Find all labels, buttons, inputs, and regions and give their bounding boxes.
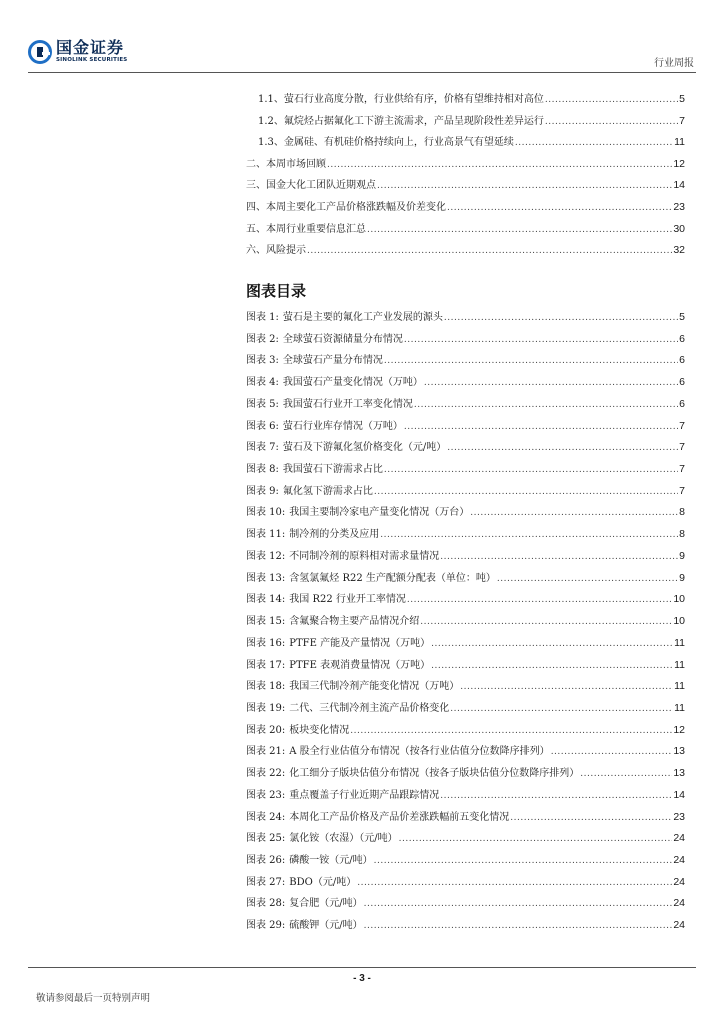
figure-leader-dots (431, 639, 673, 649)
figure-leader-dots (404, 422, 678, 432)
figure-page: 10 (673, 615, 685, 628)
figure-leader-dots (374, 856, 673, 866)
figure-page: 5 (679, 311, 685, 323)
figure-title: 萤石是主要的氟化工产业发展的源头 (282, 312, 443, 323)
figure-page: 7 (679, 463, 685, 476)
figure-leader-dots (350, 726, 672, 736)
toc-entry-page: 7 (679, 114, 685, 127)
figure-title: 我国主要制冷家电产量变化情况（万台） (289, 507, 470, 519)
figure-leader-dots (424, 378, 678, 388)
figure-page: 7 (679, 419, 685, 432)
figure-entry[interactable] (246, 482, 685, 504)
figure-title: 全球萤石产量分布情况 (282, 355, 383, 367)
figure-label: 图表 1: (246, 312, 279, 323)
figure-label: 图表 19: (246, 702, 286, 714)
figure-page: 6 (679, 354, 685, 367)
figure-leader-dots (399, 834, 673, 844)
figure-title: 制冷剂的分类及应用 (289, 529, 380, 541)
figure-leader-dots (364, 921, 673, 931)
figure-label: 图表 8: (246, 464, 279, 476)
report-type-label: 行业周报 (654, 58, 694, 69)
logo-chinese-name: 国金证券 (56, 38, 125, 58)
figure-leader-dots (510, 813, 672, 823)
figure-leader-dots (374, 487, 678, 497)
toc-entry-title: 1.1、萤石行业高度分散，行业供给有序，价格有望维持相对高位 (258, 94, 544, 105)
toc-entry-page: 12 (673, 157, 685, 170)
figure-entry[interactable] (246, 894, 685, 916)
figure-label: 图表 12: (246, 550, 286, 562)
figure-title: 磷酸一铵（元/吨） (289, 854, 373, 866)
figure-label: 图表 14: (246, 594, 286, 606)
figure-entry[interactable] (246, 503, 685, 525)
figure-page: 8 (679, 506, 685, 519)
figure-entry[interactable] (246, 417, 685, 439)
figure-leader-dots (440, 552, 678, 562)
figures-index-title: 图表目录 (246, 282, 307, 300)
figure-title: 化工细分子版块估值分布情况（按各子版块估值分位数降序排列） (289, 768, 580, 780)
figure-label: 图表 11: (246, 529, 286, 541)
figure-title: 板块变化情况 (289, 724, 350, 736)
figure-leader-dots (364, 899, 673, 909)
figure-leader-dots (497, 574, 678, 584)
toc-entry-page: 5 (679, 93, 685, 105)
figure-entry[interactable] (246, 808, 685, 830)
sinolink-logo-icon (28, 40, 52, 64)
figure-title: 我国萤石下游需求占比 (282, 464, 383, 476)
table-of-contents (246, 90, 685, 263)
figure-title: 重点覆盖子行业近期产品跟踪情况 (289, 789, 440, 801)
figure-label: 图表 16: (246, 637, 286, 649)
figure-page: 12 (673, 723, 685, 736)
figure-leader-dots (440, 791, 672, 801)
toc-entry[interactable] (246, 133, 685, 155)
toc-entry-title: 二、本周市场回顾 (246, 158, 326, 170)
figure-page: 11 (674, 701, 685, 714)
toc-leader-dots (515, 138, 673, 148)
figure-label: 图表 24: (246, 811, 286, 823)
figure-entry[interactable] (246, 590, 685, 612)
toc-entry-title: 1.2、氟烷烃占据氟化工下游主流需求，产品呈现阶段性差异运行 (258, 115, 544, 127)
figure-label: 图表 7: (246, 442, 279, 454)
figure-entry[interactable] (246, 373, 685, 395)
figure-entry[interactable] (246, 764, 685, 786)
footer-divider (28, 967, 696, 968)
figure-page: 14 (673, 788, 685, 801)
figure-page: 23 (673, 810, 685, 823)
figures-index (246, 308, 685, 938)
figure-page: 9 (679, 549, 685, 562)
figure-title: 不同制冷剂的原料相对需求量情况 (289, 550, 440, 562)
figure-entry[interactable] (246, 525, 685, 547)
figure-label: 图表 26: (246, 854, 286, 866)
figure-page: 11 (674, 680, 685, 693)
toc-leader-dots (545, 117, 678, 127)
figure-title: 全球萤石资源储量分布情况 (282, 333, 403, 345)
figure-label: 图表 22: (246, 768, 286, 780)
figure-entry[interactable] (246, 916, 685, 938)
page-header (0, 0, 724, 76)
figure-title: PTFE 表观消费量情况（万吨） (289, 659, 431, 671)
figure-entry[interactable] (246, 395, 685, 417)
figure-page: 24 (673, 853, 685, 866)
figure-label: 图表 3: (246, 355, 279, 367)
disclaimer-note: 敬请参阅最后一页特别声明 (36, 993, 151, 1004)
toc-entry[interactable] (246, 220, 685, 242)
figure-label: 图表 5: (246, 398, 279, 410)
figure-page: 6 (679, 332, 685, 345)
figure-entry[interactable] (246, 851, 685, 873)
figure-entry[interactable] (246, 547, 685, 569)
figure-entry[interactable] (246, 829, 685, 851)
figure-page: 6 (679, 376, 685, 389)
figure-title: 我国萤石产量变化情况（万吨） (282, 377, 423, 389)
figure-label: 图表 10: (246, 507, 286, 519)
toc-entry-page: 11 (674, 136, 685, 149)
toc-entry-title: 1.3、金属硅、有机硅价格持续向上，行业高景气有望延续 (258, 137, 514, 149)
figure-title: 硫酸钾（元/吨） (289, 920, 363, 932)
figure-page: 8 (679, 528, 685, 541)
figure-label: 图表 27: (246, 876, 286, 888)
page-number: - 3 - (353, 973, 371, 984)
figure-page: 7 (679, 484, 685, 497)
toc-entry-title: 六、风险提示 (246, 245, 306, 257)
figure-label: 图表 21: (246, 746, 286, 758)
figure-page: 7 (679, 441, 685, 454)
figure-entry[interactable] (246, 656, 685, 678)
figure-page: 24 (673, 897, 685, 910)
figure-label: 图表 28: (246, 898, 286, 910)
figure-leader-dots (380, 530, 678, 540)
figure-leader-dots (470, 508, 678, 518)
toc-leader-dots (545, 95, 678, 105)
toc-entry[interactable] (246, 90, 685, 112)
figure-leader-dots (357, 878, 672, 888)
figure-entry[interactable] (246, 786, 685, 808)
figure-entry[interactable] (246, 742, 685, 764)
figure-title: PTFE 产能及产量情况（万吨） (289, 637, 431, 649)
figure-leader-dots (450, 704, 673, 714)
figure-page: 24 (673, 919, 685, 932)
toc-entry-title: 五、本周行业重要信息汇总 (246, 223, 366, 235)
figure-page: 24 (673, 875, 685, 888)
toc-entry[interactable] (246, 112, 685, 134)
figure-entry[interactable] (246, 351, 685, 373)
figure-title: 含氟聚合物主要产品情况介绍 (289, 616, 420, 628)
toc-leader-dots (367, 225, 672, 235)
figure-entry[interactable] (246, 460, 685, 482)
figure-entry[interactable] (246, 612, 685, 634)
figure-leader-dots (384, 356, 678, 366)
figure-label: 图表 13: (246, 572, 286, 584)
figure-leader-dots (551, 747, 673, 757)
figure-title: 我国三代制冷剂产能变化情况（万吨） (289, 681, 460, 693)
figure-leader-dots (460, 682, 673, 692)
figure-title: 含氢氯氟烃 R22 生产配额分配表（单位：吨） (289, 572, 496, 584)
figure-title: 萤石及下游氟化氢价格变化（元/吨） (282, 442, 447, 454)
figure-leader-dots (447, 443, 678, 453)
figure-title: 氯化铵（农湿）（元/吨） (289, 833, 398, 845)
figure-page: 13 (673, 767, 685, 780)
figure-label: 图表 23: (246, 789, 286, 801)
figure-page: 11 (674, 636, 685, 649)
toc-entry-page: 30 (673, 222, 685, 235)
figure-title: 我国 R22 行业开工率情况 (289, 594, 406, 606)
figure-entry[interactable] (246, 330, 685, 352)
figure-leader-dots (407, 595, 672, 605)
toc-leader-dots (307, 246, 672, 256)
figure-title: 氟化氢下游需求占比 (282, 485, 373, 497)
toc-entry-page: 23 (673, 200, 685, 213)
figure-entry[interactable] (246, 699, 685, 721)
figure-entry[interactable] (246, 308, 685, 330)
figure-page: 24 (673, 832, 685, 845)
figure-label: 图表 25: (246, 833, 286, 845)
figure-entry[interactable] (246, 634, 685, 656)
figure-label: 图表 29: (246, 920, 286, 932)
figure-leader-dots (404, 335, 678, 345)
figure-title: 二代、三代制冷剂主流产品价格变化 (289, 702, 450, 714)
figure-label: 图表 18: (246, 681, 286, 693)
figure-label: 图表 2: (246, 333, 279, 345)
figure-page: 13 (673, 745, 685, 758)
figure-leader-dots (414, 400, 678, 410)
toc-entry-title: 四、本周主要化工产品价格涨跌幅及价差变化 (246, 201, 446, 213)
toc-entry[interactable] (246, 241, 685, 263)
figure-label: 图表 15: (246, 616, 286, 628)
toc-leader-dots (327, 160, 672, 170)
toc-leader-dots (377, 181, 672, 191)
figure-label: 图表 4: (246, 377, 279, 389)
figure-leader-dots (580, 769, 672, 779)
figure-page: 6 (679, 397, 685, 410)
figure-title: A 股全行业估值分布情况（按各行业估值分位数降序排列） (289, 746, 550, 758)
figure-entry[interactable] (246, 438, 685, 460)
figure-entry[interactable] (246, 873, 685, 895)
figure-leader-dots (431, 661, 673, 671)
figure-label: 图表 6: (246, 420, 279, 432)
toc-entry[interactable] (246, 198, 685, 220)
figure-leader-dots (420, 617, 672, 627)
figure-title: 我国萤石行业开工率变化情况 (282, 398, 413, 410)
figure-page: 11 (674, 658, 685, 671)
figure-entry[interactable] (246, 569, 685, 591)
figure-label: 图表 9: (246, 485, 279, 497)
toc-entry[interactable] (246, 155, 685, 177)
figure-entry[interactable] (246, 677, 685, 699)
figure-title: 复合肥（元/吨） (289, 898, 363, 910)
logo-english-name: SINOLINK SECURITIES (56, 57, 128, 64)
figure-page: 9 (679, 571, 685, 584)
toc-entry-title: 三、国金大化工团队近期观点 (246, 180, 376, 192)
figure-title: BDO（元/吨） (289, 876, 357, 888)
toc-entry[interactable] (246, 176, 685, 198)
toc-leader-dots (447, 203, 672, 213)
figure-label: 图表 17: (246, 659, 286, 671)
figure-leader-dots (384, 465, 678, 475)
figure-leader-dots (444, 313, 678, 323)
toc-entry-page: 14 (673, 179, 685, 192)
toc-entry-page: 32 (673, 244, 685, 257)
figure-title: 本周化工产品价格及产品价差涨跌幅前五变化情况 (289, 811, 510, 823)
figure-page: 10 (673, 593, 685, 606)
figure-label: 图表 20: (246, 724, 286, 736)
figure-title: 萤石行业库存情况（万吨） (282, 420, 403, 432)
company-logo (28, 40, 127, 64)
figure-entry[interactable] (246, 721, 685, 743)
header-divider (28, 72, 696, 73)
